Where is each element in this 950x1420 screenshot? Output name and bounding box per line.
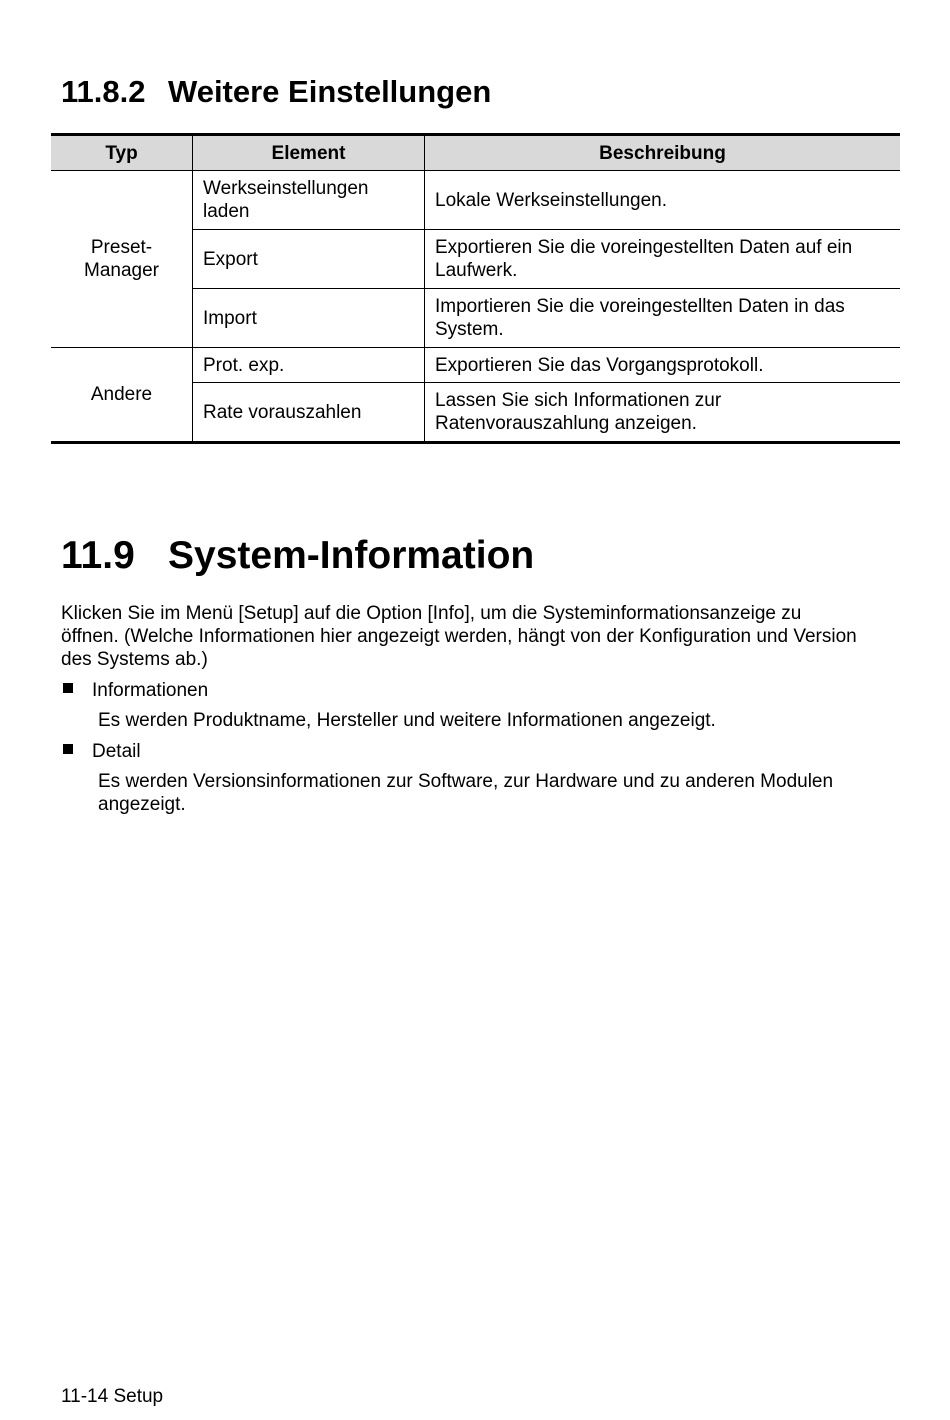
bullet-description: Es werden Versionsinformationen zur Software, zur Hardware und zu anderen Modulen angezeigt. (98, 771, 834, 815)
page-footer: 11-14 Setup (61, 1386, 164, 1407)
header-beschreibung: Beschreibung (425, 135, 901, 171)
bullet-description: Es werden Produktname, Hersteller und weitere Informationen angezeigt. (98, 710, 716, 731)
table-header-row (51, 135, 900, 171)
table-row (51, 171, 900, 230)
table-row (51, 348, 900, 383)
element-cell: Prot. exp. (193, 348, 425, 383)
section-title: Weitere Einstellungen (168, 74, 492, 109)
description-cell: Lassen Sie sich Informationen zur Ratenvorauszahlung anzeigen. (425, 383, 901, 443)
description-cell: Importieren Sie die voreingestellten Daten in das System. (425, 289, 901, 348)
typ-label: Andere (90, 384, 153, 405)
bullet-item (61, 740, 141, 763)
description-cell: Lokale Werkseinstellungen. (425, 171, 901, 230)
settings-table (51, 133, 900, 444)
square-bullet-icon (63, 744, 73, 754)
section-heading-11-9 (61, 531, 534, 581)
element-cell: Werkseinstellungen laden (193, 171, 425, 230)
element-cell: Import (193, 289, 425, 348)
element-cell: Export (193, 230, 425, 289)
section-number: 11.8.2 (61, 74, 146, 109)
typ-cell (51, 171, 193, 348)
typ-label: Preset- Manager (84, 237, 159, 281)
section-title: System-Information (168, 534, 535, 577)
description-cell: Exportieren Sie die voreingestellten Daten auf ein Laufwerk. (425, 230, 901, 289)
element-cell: Rate vorauszahlen (193, 383, 425, 443)
intro-paragraph: Klicken Sie im Menü [Setup] auf die Option [Info], um die Systeminformationsanzeige zu öffnen. (Welche Informationen hier angezeigt werden, hängt von der Konfiguration und Version des Systems ab.) (61, 603, 857, 670)
header-typ: Typ (51, 135, 193, 171)
section-heading-11-8-2 (61, 72, 491, 112)
description-cell: Exportieren Sie das Vorgangsprotokoll. (425, 348, 901, 383)
header-element: Element (193, 135, 425, 171)
bullet-label: Informationen (92, 680, 209, 701)
typ-cell (51, 348, 193, 443)
section-number: 11.9 (61, 534, 135, 577)
square-bullet-icon (63, 683, 73, 693)
bullet-item (61, 679, 208, 702)
bullet-label: Detail (92, 741, 141, 762)
